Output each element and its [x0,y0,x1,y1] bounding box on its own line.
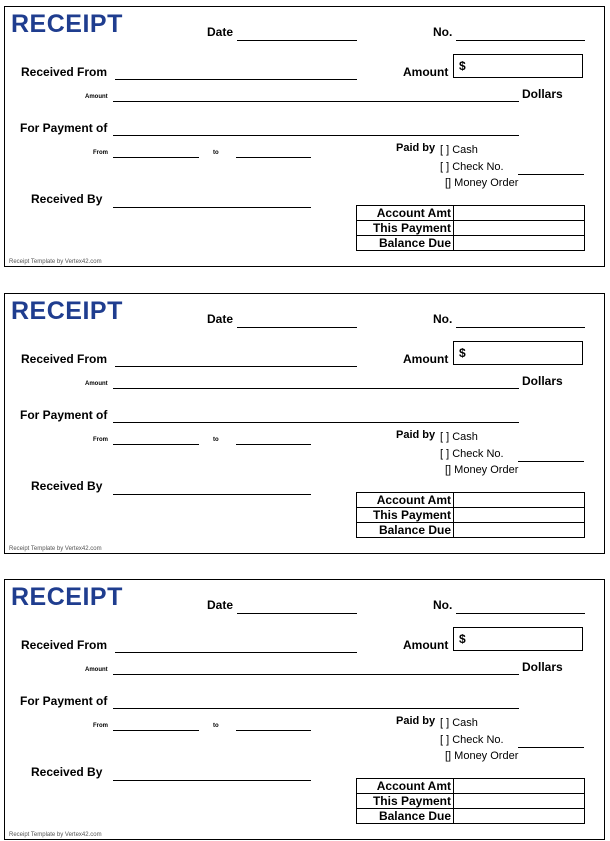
paid-by-label: Paid by [396,429,436,441]
account-amt-label: Account Amt [357,206,454,221]
footer-credit: Receipt Template by Vertex42.com [9,546,102,552]
to-label: to [213,723,219,729]
money-order-checkbox[interactable]: [] Money Order [445,177,519,189]
check-checkbox[interactable]: [ ] Check No. [440,161,504,173]
currency-symbol: $ [459,59,466,73]
table-row [357,221,585,236]
account-summary-table [356,778,585,824]
check-number-field[interactable] [518,174,584,175]
currency-symbol: $ [459,632,466,646]
amount-field[interactable] [453,341,583,365]
received-from-label: Received From [21,65,108,79]
receipt-1 [4,6,605,267]
table-row [357,779,585,794]
amount-words-field[interactable] [113,101,519,102]
for-payment-field[interactable] [113,422,519,423]
received-by-field[interactable] [113,780,311,781]
account-amt-label: Account Amt [357,779,454,794]
for-payment-field[interactable] [113,708,519,709]
for-payment-label: For Payment of [20,408,108,422]
date-field[interactable] [237,40,357,41]
receipt-title: RECEIPT [11,10,123,38]
received-by-label: Received By [31,479,103,493]
to-field[interactable] [236,157,311,158]
amount-field[interactable] [453,54,583,78]
amount-label: Amount [403,65,449,79]
table-row [357,236,585,251]
amount-words-label: Amount [85,381,108,387]
paid-by-label: Paid by [396,142,436,154]
balance-due-field[interactable] [454,809,585,824]
table-row [357,206,585,221]
cash-checkbox[interactable]: [ ] Cash [440,717,478,729]
number-label: No. [433,312,453,326]
account-amt-label: Account Amt [357,493,454,508]
received-from-label: Received From [21,352,108,366]
from-field[interactable] [113,444,199,445]
date-label: Date [207,312,234,326]
from-field[interactable] [113,730,199,731]
footer-credit: Receipt Template by Vertex42.com [9,259,102,265]
received-from-field[interactable] [115,79,357,80]
cash-checkbox[interactable]: [ ] Cash [440,431,478,443]
check-checkbox[interactable]: [ ] Check No. [440,448,504,460]
amount-words-label: Amount [85,667,108,673]
this-payment-label: This Payment [357,794,454,809]
number-field[interactable] [456,613,585,614]
balance-due-label: Balance Due [357,809,454,824]
for-payment-label: For Payment of [20,121,108,135]
receipt-title: RECEIPT [11,297,123,325]
received-by-label: Received By [31,192,103,206]
amount-words-field[interactable] [113,388,519,389]
check-checkbox[interactable]: [ ] Check No. [440,734,504,746]
amount-words-field[interactable] [113,674,519,675]
receipt-3 [4,579,605,840]
paid-by-label: Paid by [396,715,436,727]
account-amt-field[interactable] [454,779,585,794]
received-by-label: Received By [31,765,103,779]
from-label: From [93,723,108,729]
this-payment-label: This Payment [357,221,454,236]
table-row [357,508,585,523]
received-by-field[interactable] [113,494,311,495]
this-payment-label: This Payment [357,508,454,523]
number-field[interactable] [456,40,585,41]
amount-label: Amount [403,352,449,366]
date-label: Date [207,25,234,39]
balance-due-label: Balance Due [357,523,454,538]
check-number-field[interactable] [518,747,584,748]
check-number-field[interactable] [518,461,584,462]
this-payment-field[interactable] [454,508,585,523]
date-field[interactable] [237,613,357,614]
dollars-label: Dollars [522,660,563,674]
amount-words-label: Amount [85,94,108,100]
cash-checkbox[interactable]: [ ] Cash [440,144,478,156]
received-from-field[interactable] [115,366,357,367]
dollars-label: Dollars [522,87,563,101]
number-label: No. [433,598,453,612]
received-from-field[interactable] [115,652,357,653]
date-field[interactable] [237,327,357,328]
balance-due-field[interactable] [454,236,585,251]
received-from-label: Received From [21,638,108,652]
for-payment-label: For Payment of [20,694,108,708]
table-row [357,794,585,809]
to-field[interactable] [236,730,311,731]
for-payment-field[interactable] [113,135,519,136]
from-field[interactable] [113,157,199,158]
footer-credit: Receipt Template by Vertex42.com [9,832,102,838]
number-label: No. [433,25,453,39]
currency-symbol: $ [459,346,466,360]
balance-due-label: Balance Due [357,236,454,251]
account-summary-table [356,205,585,251]
receipt-title: RECEIPT [11,583,123,611]
dollars-label: Dollars [522,374,563,388]
money-order-checkbox[interactable]: [] Money Order [445,464,519,476]
table-row [357,523,585,538]
account-amt-field[interactable] [454,206,585,221]
amount-field[interactable] [453,627,583,651]
received-by-field[interactable] [113,207,311,208]
to-label: to [213,437,219,443]
this-payment-field[interactable] [454,221,585,236]
from-label: From [93,437,108,443]
balance-due-field[interactable] [454,523,585,538]
to-label: to [213,150,219,156]
receipt-2 [4,293,605,554]
money-order-checkbox[interactable]: [] Money Order [445,750,519,762]
to-field[interactable] [236,444,311,445]
table-row [357,809,585,824]
number-field[interactable] [456,327,585,328]
this-payment-field[interactable] [454,794,585,809]
from-label: From [93,150,108,156]
table-row [357,493,585,508]
account-summary-table [356,492,585,538]
account-amt-field[interactable] [454,493,585,508]
amount-label: Amount [403,638,449,652]
date-label: Date [207,598,234,612]
